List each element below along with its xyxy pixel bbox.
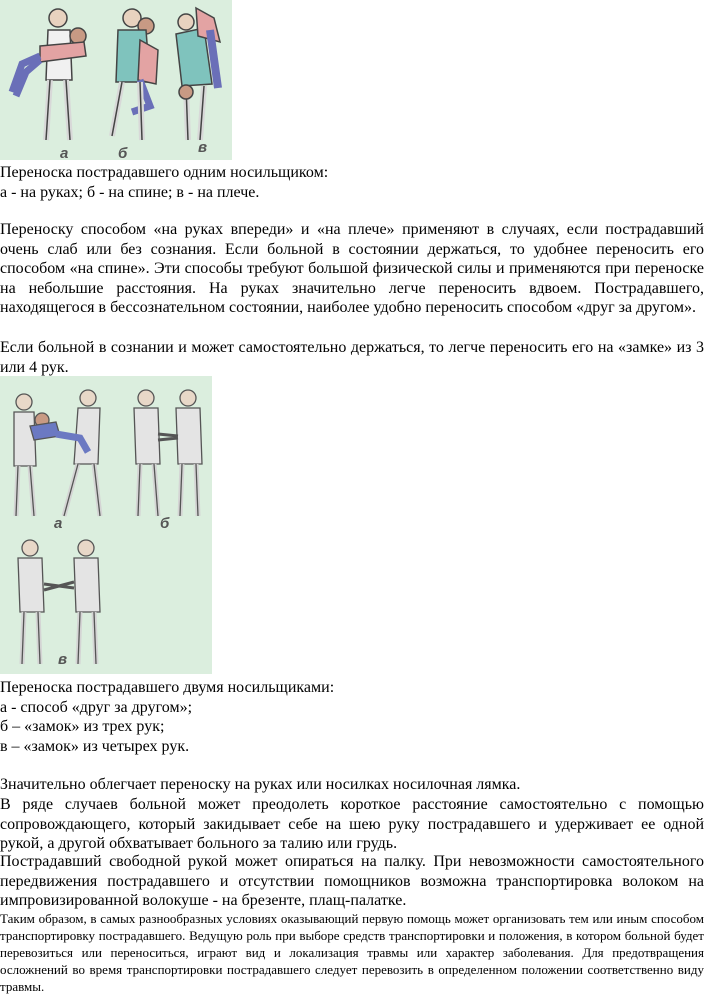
- figure-one-carrier: [0, 0, 232, 160]
- figure2-label-c: в: [58, 651, 68, 668]
- illustration-three-hand-lock: [134, 390, 202, 516]
- caption1-line1: Переноска пострадавшего одним носильщиком:: [0, 164, 329, 181]
- caption2-line2: а - способ «друг за другом»;: [0, 699, 193, 716]
- figure1-label-a: а: [60, 145, 69, 160]
- illustration-carry-in-arms: [12, 9, 86, 140]
- caption2-line4: в – «замок» из четырех рук.: [0, 738, 190, 755]
- figure2-label-a: а: [54, 515, 63, 532]
- figure-two-carriers: [0, 376, 212, 674]
- paragraph-carry-methods: Переноску способом «на руках впереди» и «на плече» применяют в случаях, если пострадавший очень слаб или без сознания. Если больной в состоянии держаться, то удобнее переносить его способом «на спине». Эти способы требуют большой физической силы и применяются при переноске на небольшие расстояния. На руках значительно легче переносить вдвоем. Пострадавшего, находящегося в бессознательном состоянии, наиболее удобно переносить способом «друг за другом».: [0, 221, 704, 316]
- paragraph-hand-lock: Если больной в сознании и может самостоятельно держаться, то легче переносить его на «замке» из 3 или 4 рук.: [0, 339, 704, 376]
- paragraph-escort: В ряде случаев больной может преодолеть короткое расстояние самостоятельно с помощью сопровождающего, который закидывает себе на шею руку пострадавшего и удерживает ее одной рукой, а другой обхватывает больного за талию или грудь.: [0, 796, 704, 852]
- caption1-line2: а - на руках; б - на спине; в - на плече.: [0, 184, 260, 201]
- illustration-carry-on-shoulder: [176, 8, 220, 140]
- figure1-label-c: в: [198, 139, 208, 156]
- paragraph-drag: Пострадавший свободной рукой может опираться на палку. При невозможности самостоятельного передвижения пострадавшего и отсутствии помощников возможна транспортировка волоком на импровизированной волокуше - на брезенте, плащ-палатке.: [0, 853, 704, 909]
- illustration-carry-on-back: [112, 9, 158, 140]
- figure2-label-b: б: [160, 515, 170, 532]
- paragraph-stretcher-strap: Значительно облегчает переноску на руках или носилках носилочная лямка.: [0, 776, 521, 793]
- caption2-line3: б – «замок» из трех рук;: [0, 718, 165, 735]
- caption2-line1: Переноска пострадавшего двумя носильщиками:: [0, 679, 335, 696]
- figure1-label-b: б: [118, 145, 128, 160]
- illustration-one-behind-other: [14, 390, 100, 516]
- illustration-four-hand-lock: [18, 540, 100, 664]
- paragraph-conclusion: Таким образом, в самых разнообразных условиях оказывающий первую помощь может организовать тем или иным способом транспортировку пострадавшего. Ведущую роль при выборе средств транспортировки и положения, в котором больной будет перевозиться или переноситься, играют вид и локализация травмы или характер заболевания. Для предотвращения осложнений во время транспортировки пострадавшего следует перевозить в определенном положении соответственно виду травмы.: [0, 911, 704, 994]
